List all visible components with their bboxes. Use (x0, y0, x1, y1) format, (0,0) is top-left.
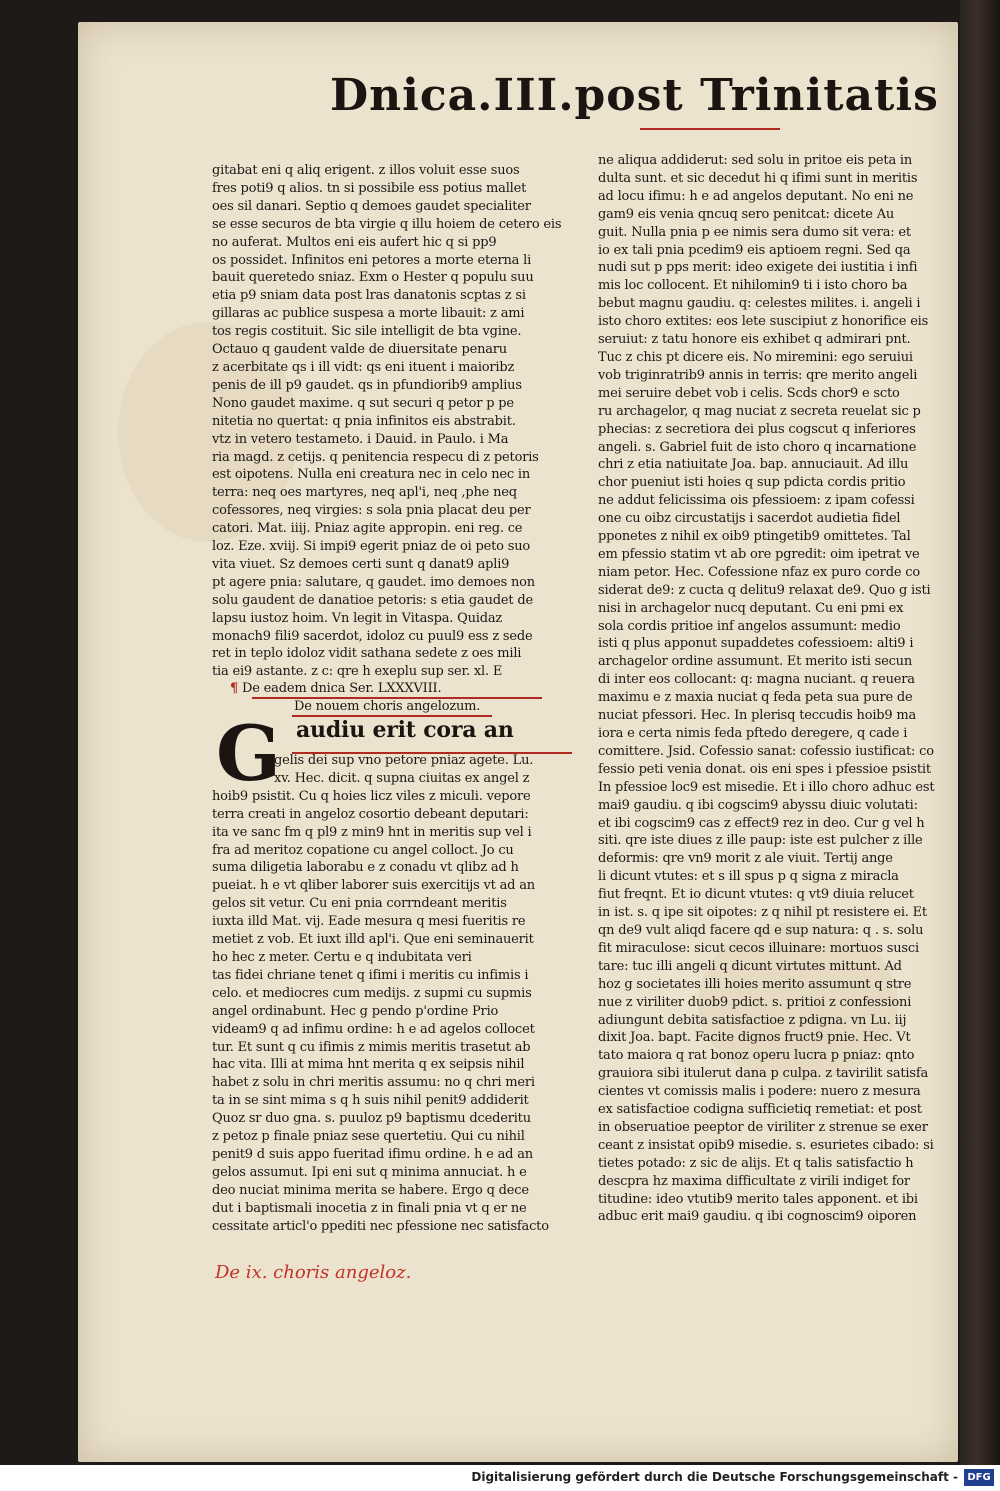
text-line: nitetia no quertat: q pnia infinitos eis abstrabit. (212, 413, 516, 429)
running-head: Dnica.III.post Trinitatis (330, 70, 939, 121)
text-line: di inter eos collocant: q: magna nuciant. q reuera (598, 672, 915, 688)
text-line: tare: tuc illi angeli q dicunt virtutes mittunt. Ad (598, 958, 902, 974)
text-line: em pfessio statim vt ab ore pgredit: oim ipetrat ve (598, 546, 920, 562)
text-line: os possidet. Infinitos eni petores a morte eterna li (212, 252, 532, 268)
text-line: adbuc erit mai9 gaudiu. q ibi cognoscim9 oiporen (598, 1209, 917, 1225)
running-head-rule (640, 128, 780, 130)
text-line: pueiat. h e vt qliber laborer suis exercitijs vt ad an (212, 878, 535, 894)
text-line: penis de ill p9 gaudet. qs in pfundiorib9 amplius (212, 377, 522, 393)
text-line: terra: neq oes martyres, neq apl'i, neq ,phe neq (212, 485, 517, 501)
text-line: iora e certa nimis feda pftedo deregere, q cade i (598, 726, 908, 741)
text-line: angeli. s. Gabriel fuit de isto choro q incarnatione (598, 439, 917, 455)
text-line: fres poti9 q alios. tn si possibile ess potius mallet (212, 180, 527, 196)
text-line: no auferat. Multos eni eis aufert hic q si pp9 (212, 234, 497, 250)
text-line: ta in se sint mima s q h suis nihil penit9 addiderit (212, 1093, 529, 1109)
text-line: loz. Eze. xviij. Si impi9 egerit pniaz de oi peto suo (212, 539, 530, 555)
text-line: ad locu ifimu: h e ad angelos deputant. No eni ne (598, 188, 914, 204)
text-line: deformis: qre vn9 morit z ale viuit. Tertij ange (598, 851, 893, 867)
text-line: maximu e z maxia nuciat q feda peta sua pure de (598, 690, 913, 706)
text-line: hoz g societates illi hoies merito assumunt q stre (598, 976, 912, 992)
text-line: guit. Nulla pnia p ee nimis sera dumo sit vera: et (598, 224, 911, 240)
text-line: z petoz p finale pniaz sese quertetiu. Qui cu nihil (212, 1129, 525, 1145)
text-line: deo nuciat minima merita se habere. Ergo q dece (212, 1182, 529, 1198)
footer-funding-text: Digitalisierung gefördert durch die Deutsche Forschungsgemeinschaft - (471, 1470, 958, 1484)
text-line: gam9 eis venia qncuq sero penitcat: dicete Au (598, 206, 895, 222)
text-line: ne aliqua addiderut: sed solu in pritoe eis peta in (598, 153, 913, 168)
text-line: lapsu iustoz hoim. Vn legit in Vitaspa. Quidaz (212, 610, 503, 626)
text-line: tia ei9 astante. z c: qre h exeplu sup ser. xl. E (212, 664, 503, 680)
text-line: tur. Et sunt q cu ifimis z mimis meritis trasetut ab (212, 1039, 531, 1055)
text-line: suma diligetia laborabu e z conadu vt qlibz ad h (212, 860, 519, 876)
text-line: in ist. s. q ipe sit oipotes: z q nihil pt resistere ei. Et (598, 905, 927, 921)
text-line: pt agere pnia: salutare, q gaudet. imo demoes non (212, 574, 535, 590)
text-line: one cu oibz circustatijs i sacerdot audietia fidel (598, 511, 901, 527)
text-line: Octauo q gaudent valde de diuersitate penaru (212, 342, 507, 358)
text-line: hac vita. Illi at mima hnt merita q ex seipsis nihil (212, 1057, 525, 1073)
text-line: tas fidei chriane tenet q ifimi i meritis cu infimis i (212, 967, 529, 983)
left-column-lower-text (212, 752, 572, 1235)
text-line: qn de9 vult aliqd facere qd e sup natura: q . s. solu (598, 922, 924, 938)
text-line: ria magd. z cetijs. q penitencia respecu di z petoris (212, 449, 539, 465)
text-line: phecias: z secretiora dei plus cogscut q inferiores (598, 421, 916, 437)
footer-bar (0, 1465, 1000, 1491)
text-line: chor pueniut isti hoies q sup pdicta cordis pritio (598, 475, 906, 491)
text-line: xv. Hec. dicit. q supna ciuitas ex angel z (274, 770, 530, 786)
text-line: metiet z vob. Et iuxt illd apl'i. Que eni seminauerit (212, 932, 534, 948)
text-line: gelos assumut. Ipi eni sut q minima annuciat. h e (212, 1164, 527, 1180)
text-line: est oipotens. Nulla eni creatura nec in celo nec in (212, 467, 531, 483)
text-line: sola cordis pritioe inf angelos assumunt: medio (598, 618, 901, 634)
text-line: ceant z insistat opib9 misedie. s. esurietes cibado: si (598, 1137, 934, 1153)
heading-underline (252, 697, 542, 699)
text-line: nudi sut p pps merit: ideo exigete dei iustitia i infi (598, 260, 918, 276)
text-line: siti. qre iste diues z ille paup: iste est pulcher z ille (598, 833, 923, 849)
text-line: li dicunt vtutes: et s ill spus p q signa z miracla (598, 869, 899, 885)
book-spine (960, 0, 1000, 1465)
text-line: dut i baptismali inocetia z in finali pnia vt q er ne (212, 1200, 527, 1216)
text-line: gelis dei sup vno petore pniaz agete. Lu. (274, 753, 534, 768)
text-line: dixit Joa. bapt. Facite dignos fruct9 pnie. Hec. Vt (598, 1030, 911, 1046)
text-line: mis loc collocent. Et nihilomin9 ti i isto choro ba (598, 278, 908, 294)
text-line: vita viuet. Sz demoes certi sunt q danat9 apli9 (212, 556, 510, 572)
right-column (598, 152, 960, 1232)
sermon-heading-line2: De nouem choris angelozum. (294, 699, 481, 714)
text-line: bebut magnu gaudiu. q: celestes milites. i. angeli i (598, 296, 921, 312)
text-line: fit miraculose: sicut cecos illuinare: mortuos susci (598, 940, 919, 956)
text-line: Tuc z chis pt dicere eis. No miremini: ego seruiui (598, 349, 913, 365)
dfg-logo: DFG (964, 1469, 994, 1486)
text-line: gillaras ac publice suspesa a morte libauit: z ami (212, 306, 525, 322)
text-line: Nono gaudet maxime. q sut securi q petor p pe (212, 395, 514, 411)
text-line: tato maiora q rat bonoz operu lucra p pniaz: qnto (598, 1048, 915, 1064)
text-line: pponetes z nihil ex oib9 ptingetib9 omittetes. Tal (598, 529, 911, 545)
text-line: isti q plus apponut supaddetes cofessioem: alti9 i (598, 636, 914, 652)
text-line: In pfessioe loc9 est misedie. Et i illo choro adhuc est (598, 779, 935, 795)
text-line: solu gaudent de danatioe petoris: s etia gaudet de (212, 592, 533, 608)
text-line: ne addut felicissima ois pfessioem: z ipam cofessi (598, 493, 915, 509)
text-line: hoib9 psistit. Cu q hoies licz viles z miculi. vepore (212, 788, 531, 804)
text-line: nisi in archagelor nucq deputant. Cu eni pmi ex (598, 600, 904, 616)
text-line: archagelor ordine assumunt. Et merito isti secun (598, 654, 913, 670)
text-line: fra ad meritoz copatione cu angel colloct. Jo cu (212, 842, 514, 858)
text-line: angel ordinabunt. Hec g pendo p'ordine Prio (212, 1003, 499, 1019)
text-line: tos regis costituit. Sic sile intelligit de bta vgine. (212, 324, 522, 340)
left-column-upper-text (212, 162, 572, 681)
text-line: ho hec z meter. Certu e q indubitata veri (212, 949, 472, 965)
text-line: cessitate articl'o ppediti nec pfessione nec satisfacto (212, 1218, 549, 1234)
text-line: chri z etia natiuitate Joa. bap. annuciauit. Ad illu (598, 457, 909, 473)
text-line: et ibi cogscim9 cas z effect9 rez in deo. Cur g vel h (598, 815, 925, 831)
text-line: z acerbitate qs i ill vidt: qs eni ituent i maioribz (212, 359, 515, 375)
text-line: gelos sit vetur. Cu eni pnia corrndeant meritis (212, 896, 507, 912)
pilcrow-mark: ¶ (230, 681, 239, 696)
text-line: videam9 q ad infimu ordine: h e ad agelos collocet (212, 1021, 535, 1037)
text-line: cientes vt comissis malis i podere: nuero z mesura (598, 1084, 921, 1100)
text-line: monach9 fili9 sacerdot, idoloz cu puul9 ess z sede (212, 628, 533, 644)
text-line: ita ve sanc fm q pl9 z min9 hnt in meritis sup vel i (212, 824, 532, 840)
text-line: nue z viriliter duob9 pdict. s. pritioi z confessioni (598, 994, 912, 1010)
text-line: terra creati in angeloz cosortio debeant deputari: (212, 806, 529, 822)
text-line: fessio peti venia donat. ois eni spes i pfessioe psistit (598, 761, 931, 777)
text-line: siderat de9: z cucta q delitu9 relaxat de9. Quo g isti (598, 582, 931, 598)
text-line: dulta sunt. et sic decedut hi q ifimi sunt in meritis (598, 170, 918, 186)
text-line: adiungunt debita satisfactioe z pdigna. vn Lu. iij (598, 1012, 907, 1028)
text-line: se esse securos de bta virgie q illu hoiem de cetero eis (212, 216, 562, 232)
text-line: habet z solu in chri meritis assumu: no q chri meri (212, 1075, 535, 1091)
text-line: mai9 gaudiu. q ibi cogscim9 abyssu diuic volutati: (598, 797, 918, 813)
text-line: in obseruatioe peeptor de viriliter z strenue se exer (598, 1119, 928, 1135)
sermon-heading-line1: De eadem dnica Ser. LXXXVIII. (242, 681, 442, 696)
left-column (212, 162, 572, 1242)
decorated-initial: G (216, 709, 281, 798)
marginal-note: De ix. choris angeloz. (215, 1262, 412, 1283)
text-line: catori. Mat. iiij. Pniaz agite appropin. eni reg. ce (212, 521, 523, 537)
text-line: iuxta illd Mat. vij. Eade mesura q mesi fueritis re (212, 914, 526, 930)
text-line: niam petor. Hec. Cofessione nfaz ex puro corde co (598, 564, 920, 580)
text-line: ret in teplo idoloz vidit sathana sedete z oes mili (212, 646, 522, 662)
text-line: gitabat eni q aliq erigent. z illos voluit esse suos (212, 163, 520, 178)
text-line: io ex tali pnia pcedim9 eis aptioem regni. Sed qa (598, 242, 911, 258)
text-line: comittere. Jsid. Cofessio sanat: cofessio iustificat: co (598, 743, 934, 759)
text-line: ex satisfactioe codigna sufficietiq remetiat: et post (598, 1102, 922, 1118)
sermon-incipit: audiu erit cora an (296, 717, 514, 743)
text-line: oes sil danari. Septio q demoes gaudet specialiter (212, 198, 531, 214)
text-line: tietes potado: z sic de alijs. Et q talis satisfactio h (598, 1155, 914, 1171)
text-line: vtz in vetero testameto. i Dauid. in Paulo. i Ma (212, 431, 509, 447)
text-line: isto choro extites: eos lete suscipiut z honorifice eis (598, 314, 929, 330)
text-line: fiut freqnt. Et io dicunt vtutes: q vt9 diuia relucet (598, 887, 914, 903)
text-line: bauit queretedo sniaz. Exm o Hester q populu suu (212, 270, 534, 286)
text-line: vob triginratrib9 annis in terris: qre merito angeli (598, 367, 918, 383)
text-line: mei seruire debet vob i celis. Scds chor9 e scto (598, 385, 900, 401)
text-line: Quoz sr duo gna. s. puuloz p9 baptismu dcederitu (212, 1111, 531, 1127)
text-line: titudine: ideo vtutib9 merito tales apponent. et ibi (598, 1191, 918, 1207)
text-line: celo. et mediocres cum medijs. z supmi cu supmis (212, 985, 532, 1001)
text-line: etia p9 sniam data post lras danatonis scptas z si (212, 288, 526, 304)
text-line: descpra hz maxima difficultate z virili indiget for (598, 1173, 910, 1189)
text-line: cofessores, neq virgies: s sola pnia placat deu per (212, 503, 531, 519)
text-line: seruiut: z tatu honore eis exhibet q admirari pnt. (598, 332, 911, 348)
text-line: penit9 d suis appo fueritad ifimu ordine. h e ad an (212, 1146, 533, 1162)
text-line: grauiora sibi itulerut dana p culpa. z tavirilit satisfa (598, 1066, 928, 1082)
text-line: ru archagelor, q mag nuciat z secreta reuelat sic p (598, 403, 921, 419)
text-line: nuciat pfessori. Hec. In plerisq teccudis hoib9 ma (598, 708, 917, 724)
